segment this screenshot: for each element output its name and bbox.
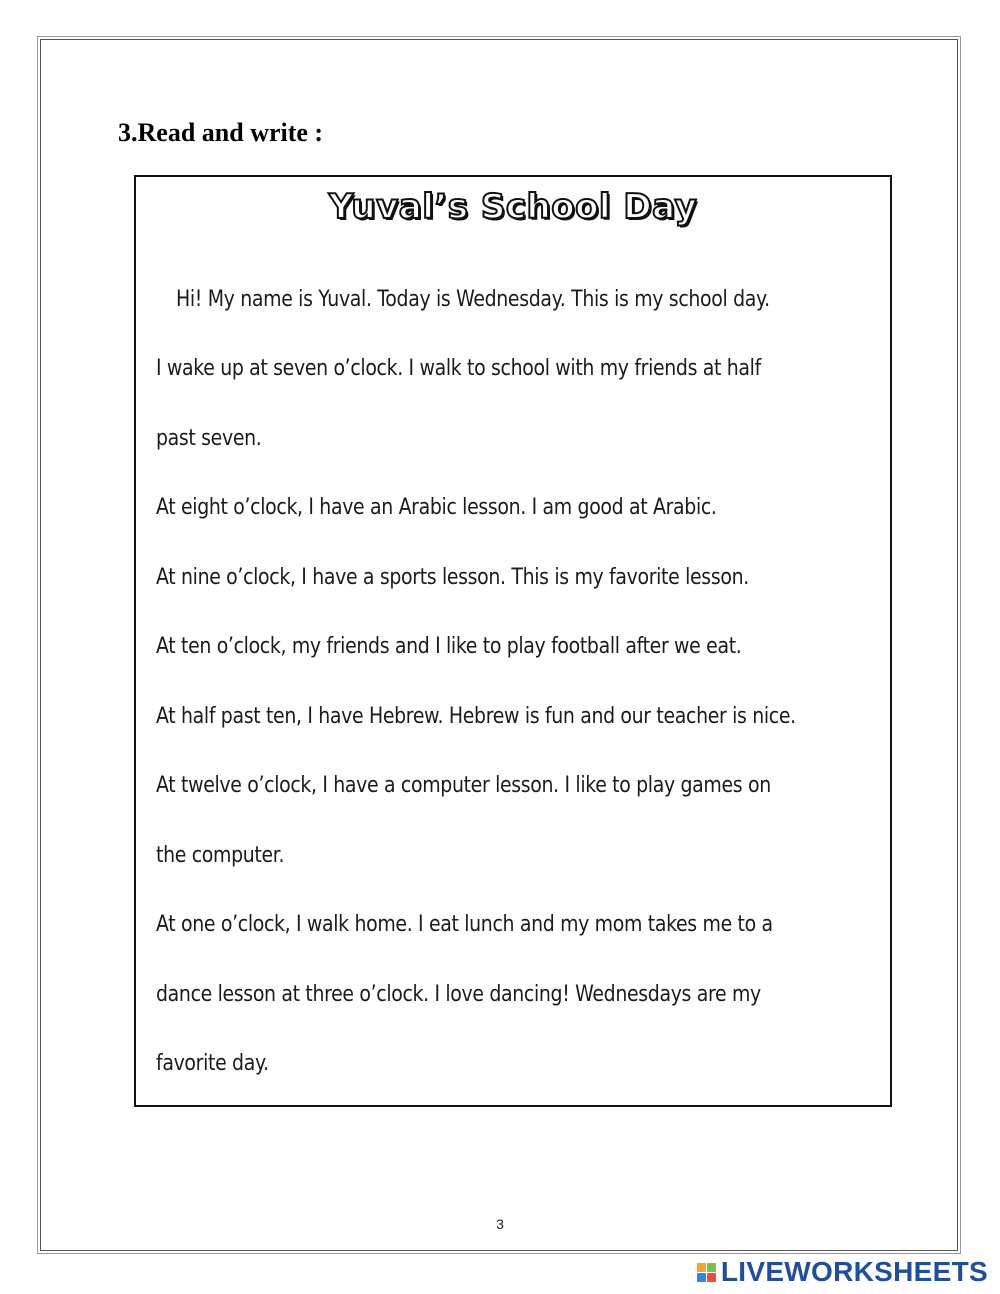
story-line: At twelve o’clock, I have a computer lesson. I like to play games on [156, 773, 771, 798]
story-line: At nine o’clock, I have a sports lesson. This is my favorite lesson. [156, 565, 749, 590]
story-title: Yuval’s School Day [328, 187, 698, 227]
reading-passage-box [134, 175, 892, 1107]
story-line: At one o’clock, I walk home. I eat lunch and my mom takes me to a [156, 912, 773, 937]
page-number: 3 [496, 1216, 504, 1232]
story-line: dance lesson at three o’clock. I love dancing! Wednesdays are my [156, 982, 761, 1007]
story-line: past seven. [156, 426, 262, 451]
story-line: favorite day. [156, 1051, 269, 1076]
logo-tile [707, 1273, 716, 1282]
story-line: At half past ten, I have Hebrew. Hebrew is fun and our teacher is nice. [156, 704, 796, 729]
logo-tile [697, 1273, 706, 1282]
liveworksheets-logo-icon [697, 1263, 716, 1282]
story-line: At ten o’clock, my friends and I like to play football after we eat. [156, 634, 742, 659]
liveworksheets-brand[interactable] [697, 1256, 988, 1288]
story-line: At eight o’clock, I have an Arabic lesson. I am good at Arabic. [156, 495, 717, 520]
story-line: I wake up at seven o’clock. I walk to school with my friends at half [156, 356, 761, 381]
logo-tile [707, 1263, 716, 1272]
exercise-heading: 3.Read and write : [118, 118, 324, 147]
story-line: Hi! My name is Yuval. Today is Wednesday. This is my school day. [176, 287, 770, 312]
logo-tile [697, 1263, 706, 1272]
brand-name: LIVEWORKSHEETS [720, 1256, 988, 1287]
story-line: the computer. [156, 843, 285, 868]
